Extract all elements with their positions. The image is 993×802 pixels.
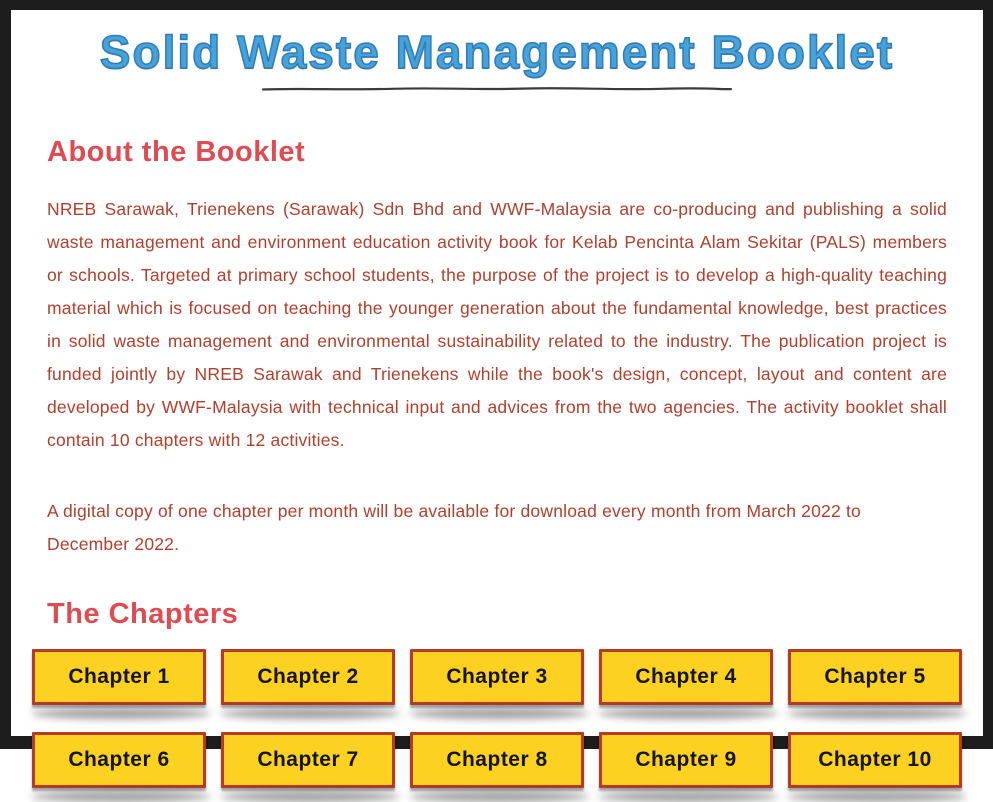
chapter-10-button[interactable]: Chapter 10 [788,732,962,788]
schedule-paragraph: A digital copy of one chapter per month will be available for download every month from March 2022 to December 2022. [47,501,861,554]
chapter-9-button[interactable]: Chapter 9 [599,732,773,788]
chapter-3-button[interactable]: Chapter 3 [410,649,584,705]
chapter-4-button[interactable]: Chapter 4 [599,649,773,705]
chapter-2-button[interactable]: Chapter 2 [221,649,395,705]
chapter-6-button[interactable]: Chapter 6 [32,732,206,788]
about-section [11,135,983,561]
scribble-line-icon [262,85,732,93]
chapter-button-row-1 [32,649,962,705]
chapter-8-button[interactable]: Chapter 8 [410,732,584,788]
chapter-5-button[interactable]: Chapter 5 [788,649,962,705]
chapters-heading: The Chapters [47,598,239,630]
about-paragraph: NREB Sarawak, Trienekens (Sarawak) Sdn Bhd and WWF-Malaysia are co-producing and publishing a solid waste management and environment education activity book for Kelab Pencinta Alam Sekitar (PALS) members or schools. Targeted at primary school students, the purpose of the project is to develop a high-quality teaching material which is focused on teaching the younger generation about the fundamental knowledge, best practices in solid waste management and environmental sustainability related to the industry. The publication project is funded jointly by NREB Sarawak and Trienekens while the book's design, concept, layout and content are developed by WWF-Malaysia with technical input and advices from the two agencies. The activity booklet shall contain 10 chapters with 12 activities. [47,199,947,450]
chapter-1-button[interactable]: Chapter 1 [32,649,206,705]
page-title: Solid Waste Management Booklet [99,26,895,78]
chapter-7-button[interactable]: Chapter 7 [221,732,395,788]
chapters-section [11,597,983,788]
title-underline [11,85,983,95]
chapter-button-row-2 [32,732,962,788]
about-heading: About the Booklet [47,136,306,168]
